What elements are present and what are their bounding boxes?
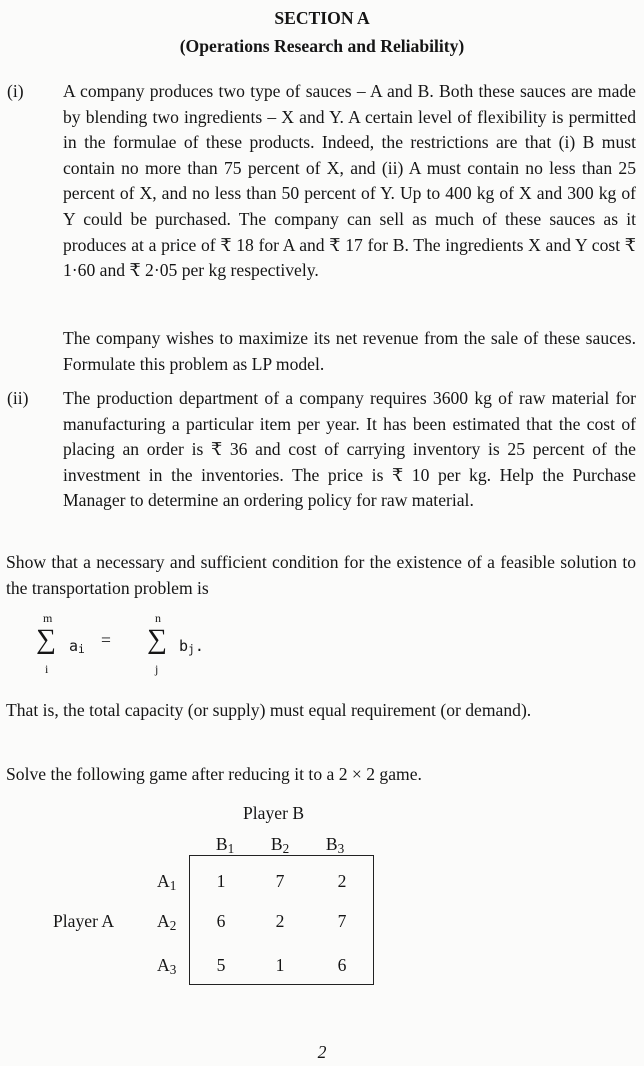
sigma-right: ∑ [147, 624, 167, 655]
supply-demand-statement: That is, the total capacity (or supply) must equal requirement (or demand). [6, 700, 532, 720]
matrix-cell: 7 [275, 871, 285, 891]
section-title: SECTION A [274, 8, 370, 28]
question-i-text: A company produces two type of sauces – A and B. Both these sauces are made by blending two ingredients – X and Y. A certain level of flexibility is permitted in the formulae of these products. Indeed, the restrictions are that (i) B must contain no more than 75 percent of X, and (ii) A must contain no less than 25 percent of X, and no less than 50 percent of Y. Up to 400 kg of X and 300 kg of Y could be purchased. The company can sell as much of these sauces as it produces at a price of ₹ 18 for A and ₹ 17 for B. The ingredients X and Y cost ₹ 1·60 and ₹ 2·05 per kg respectively. [63, 81, 636, 281]
question-i-text-2: The company wishes to maximize its net revenue from the sale of these sauces. Formulate this problem as LP model. [63, 328, 636, 374]
player-a-label: Player A [53, 911, 115, 931]
page-number: 2 [317, 1042, 327, 1062]
sum-upper-right: n [155, 611, 161, 625]
section-subtitle: (Operations Research and Reliability) [179, 36, 465, 56]
row-header-a1: $A_1$ [157, 871, 177, 893]
sum-upper-left: m [43, 611, 53, 625]
matrix-cell: 5 [216, 955, 226, 975]
sum-lower-right: j [155, 662, 159, 676]
row-header-a3: $A_3$ [157, 955, 177, 977]
term-b: $b_j$. [179, 637, 204, 657]
col-header-b3: $B_3$ [325, 834, 345, 856]
matrix-cell: 2 [337, 871, 347, 891]
sigma-left: ∑ [36, 624, 56, 655]
matrix-cell: 6 [216, 911, 226, 931]
col-header-b1: $B_1$ [215, 834, 235, 856]
question-ii-text: The production department of a company requires 3600 kg of raw material for manufacturing a particular item per year. It has been estimated that the cost of placing an order is ₹ 36 and cost of carrying inventory is 25 percent of the investment in the inventories. The price is ₹ 10 per kg. Help the Purchase Manager to determine an ordering policy for raw material. [63, 388, 636, 511]
matrix-cell: 1 [275, 955, 285, 975]
matrix-cell: 2 [275, 911, 285, 931]
sum-lower-left: i [45, 662, 49, 676]
matrix-cell: 7 [337, 911, 347, 931]
col-header-b2: $B_2$ [270, 834, 290, 856]
question-label-i: (i) [7, 81, 24, 101]
question-label-ii: (ii) [7, 388, 29, 408]
equals-sign: = [101, 630, 111, 650]
row-header-a2: $A_2$ [157, 911, 177, 933]
matrix-cell: 1 [216, 871, 226, 891]
transportation-question: Show that a necessary and sufficient condition for the existence of a feasible solution to the transportation problem is [6, 552, 636, 598]
term-a: $a_i$ [69, 637, 85, 657]
matrix-cell: 6 [337, 955, 347, 975]
player-b-label: Player B [243, 803, 305, 823]
game-question: Solve the following game after reducing it to a 2 × 2 game. [6, 764, 422, 784]
